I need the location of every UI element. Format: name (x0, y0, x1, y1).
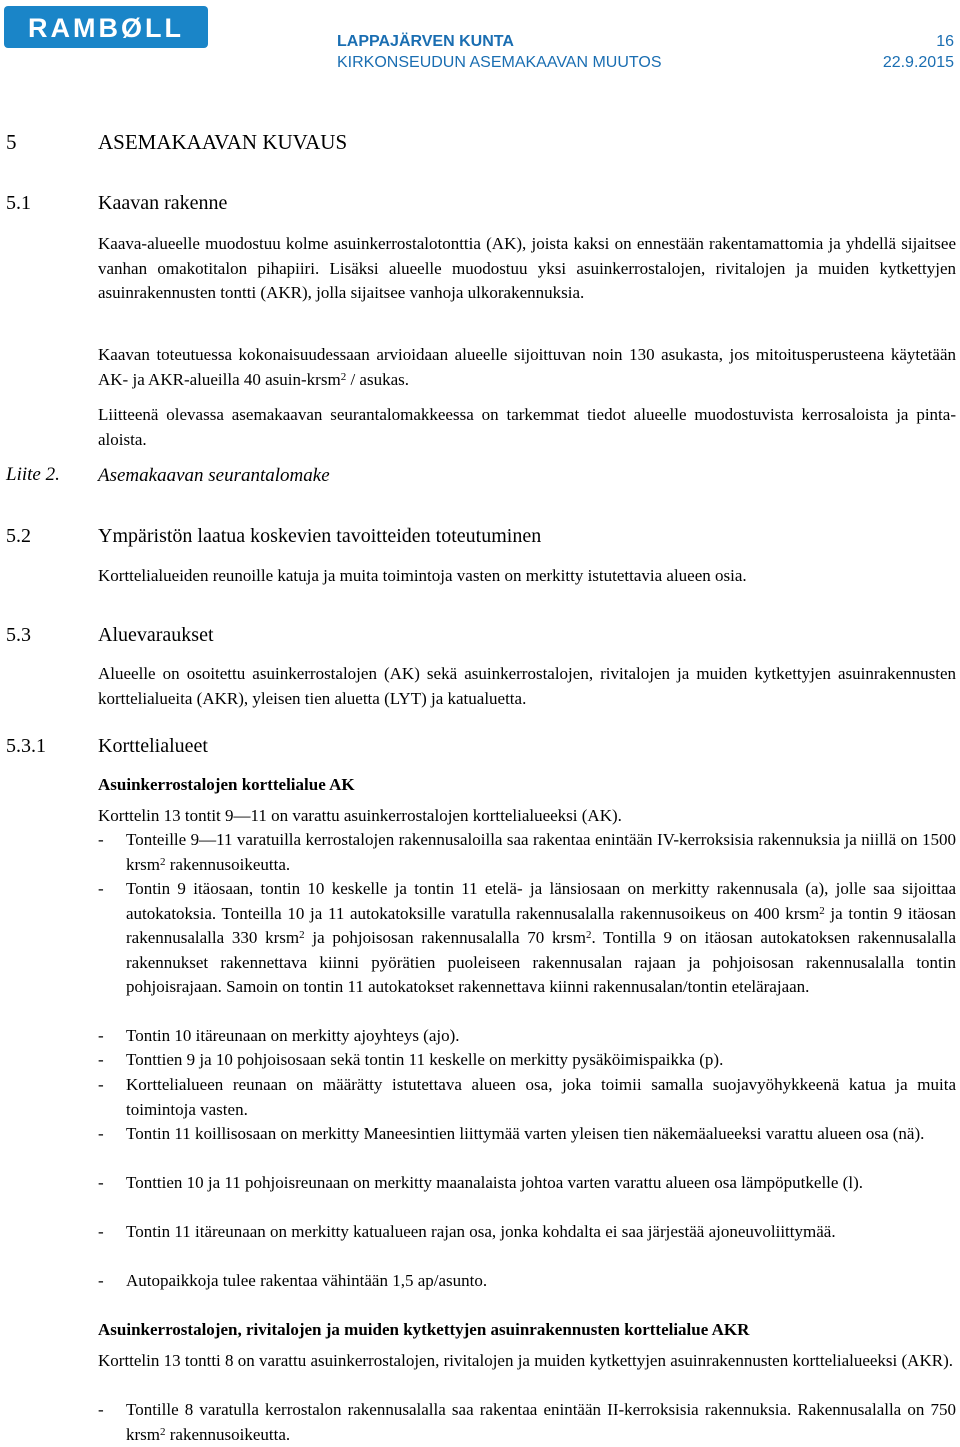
header-date: 22.9.2015 (882, 54, 954, 71)
section-number: 5.1 (6, 192, 31, 214)
header-subtitle: KIRKONSEUDUN ASEMAKAAVAN MUUTOS (337, 54, 662, 71)
section-number: 5 (6, 130, 17, 154)
list-item: - Tontin 11 koillisosaan on merkitty Maneesintien liittymää varten yleisen tien näkemäalueeksi varattu alueen osa (nä). (98, 1124, 925, 1143)
attachment-label: Liite 2. (6, 464, 60, 485)
section-title: ASEMAKAAVAN KUVAUS (98, 130, 348, 154)
section-title: Ympäristön laatua koskevien tavoitteiden toteutuminen (98, 525, 542, 547)
list-item: - Tonttien 9 ja 10 pohjoisosaan sekä tontin 11 keskelle on merkitty pysäköimispaikka (p). (98, 1050, 724, 1069)
section-title: Korttelialueet (98, 735, 208, 757)
list-item: - Tontin 10 itäreunaan on merkitty ajoyhteys (ajo). (98, 1026, 460, 1045)
paragraph: Alueelle on osoitettu asuinkerrostalojen (AK) sekä asuinkerrostalojen, rivitalojen ja muiden kytkettyjen asuinrakennusten korttelialueita (AKR), yleisen tien aluetta (LYT) ja katualuetta. (98, 664, 956, 708)
paragraph: Kaava-alueelle muodostuu kolme asuinkerrostalotonttia (AK), joista kaksi on ennestään rakentamattomia ja yhdellä sijaitsee vanhan omakotitalon pihapiiri. Lisäksi alueelle muodostuu yksi asuinkerrostalojen, rivitalojen ja muiden kytkettyjen asuinrakennusten tontti (AKR), jolla sijaitsee vanhoja ulkorakennuksia. (98, 234, 956, 302)
section-number: 5.3.1 (6, 735, 46, 757)
list-item: - Tonttien 10 ja 11 pohjoisreunaan on merkitty maanalaista johtoa varten varattu alueen osa lämpöputkelle (l). (98, 1173, 863, 1192)
logo-text: RAMBØLL (28, 13, 184, 43)
list-item: - Korttelialueen reunaan on määrätty istutettava alueen osa, joka toimii samalla suojavyöhykkeenä katua ja muita toimintoja vasten. (98, 1075, 956, 1119)
paragraph: Kaavan toteutuessa kokonaisuudessaan arvioidaan alueelle sijoittuvan noin 130 asukasta, jos mitoitusperusteena käytetään AK- ja AKR-alueilla 40 asuin-krsm$^2$ / asukas. (98, 345, 956, 389)
list-item: - Autopaikkoja tulee rakentaa vähintään 1,5 ap/asunto. (98, 1271, 488, 1290)
section-title: Kaavan rakenne (98, 192, 228, 214)
section-title: Aluevaraukset (98, 624, 214, 646)
paragraph: Korttelialueiden reunoille katuja ja muita toimintoja vasten on merkitty istutettavia alueen osia. (98, 566, 747, 585)
paragraph: Korttelin 13 tontti 8 on varattu asuinkerrostalojen, rivitalojen ja muiden kytkettyjen asuinrakennusten korttelialueeksi (AKR). (98, 1351, 953, 1370)
section-number: 5.2 (6, 525, 31, 547)
paragraph: Korttelin 13 tontit 9—11 on varattu asuinkerrostalojen korttelialueeksi (AK). (98, 806, 622, 825)
paragraph: Liitteenä olevassa asemakaavan seurantalomakkeessa on tarkemmat tiedot alueelle muodostuvista kerrosaloista ja pinta-aloista. (98, 405, 956, 449)
list-item: - Tontille 8 varatulla kerrostalon rakennusalalla saa rakentaa enintään II-kerroksisia rakennuksia. Rakennusalalla on 750 krsm$^2$ rakennusoikeutta. (98, 1400, 956, 1444)
subheading-akr: Asuinkerrostalojen, rivitalojen ja muiden kytkettyjen asuinrakennusten korttelialue AKR (98, 1320, 750, 1339)
attachment-title: Asemakaavan seurantalomake (98, 465, 330, 486)
section-number: 5.3 (6, 624, 31, 646)
list-item: - Tontin 9 itäosaan, tontin 10 keskelle ja tontin 11 etelä- ja länsiosaan on merkitty rakennusala (a), jolle saa sijoittaa autokatoksia. Tonteilla 10 ja 11 autokatoksille varatulla rakennusalalla rakennusoikeus on 400 krsm$^2$ ja tontin 9 itäosan rakennusalalla 330 krsm$^2$ ja pohjoisosan rakennusalalla 70 krsm$^2$. Tontilla 9 on itäosan autokatoksen rakennusalalla rakennukset rakennettava kiinni pyörätien puoleiseen rakennusalan rajaan ja pohjoisosan rakennusalalla tontin pohjoisrajaan. Samoin on tontin 11 autokatokset rakennettava kiinni rakennusalan/tontin etelärajaan. (98, 879, 956, 996)
page-number: 16 (936, 33, 954, 50)
ramboll-logo (4, 6, 208, 48)
list-item: - Tonteille 9—11 varatuilla kerrostalojen rakennusaloilla saa rakentaa enintään IV-kerroksisia rakennuksia ja niillä on 1500 krsm$^2$ rakennusoikeutta. (98, 830, 956, 874)
header-title: LAPPAJÄRVEN KUNTA (337, 33, 514, 50)
list-item: - Tontin 11 itäreunaan on merkitty katualueen rajan osa, jonka kohdalta ei saa järjestää ajoneuvoliittymää. (98, 1222, 836, 1241)
subheading-ak: Asuinkerrostalojen korttelialue AK (98, 775, 355, 794)
